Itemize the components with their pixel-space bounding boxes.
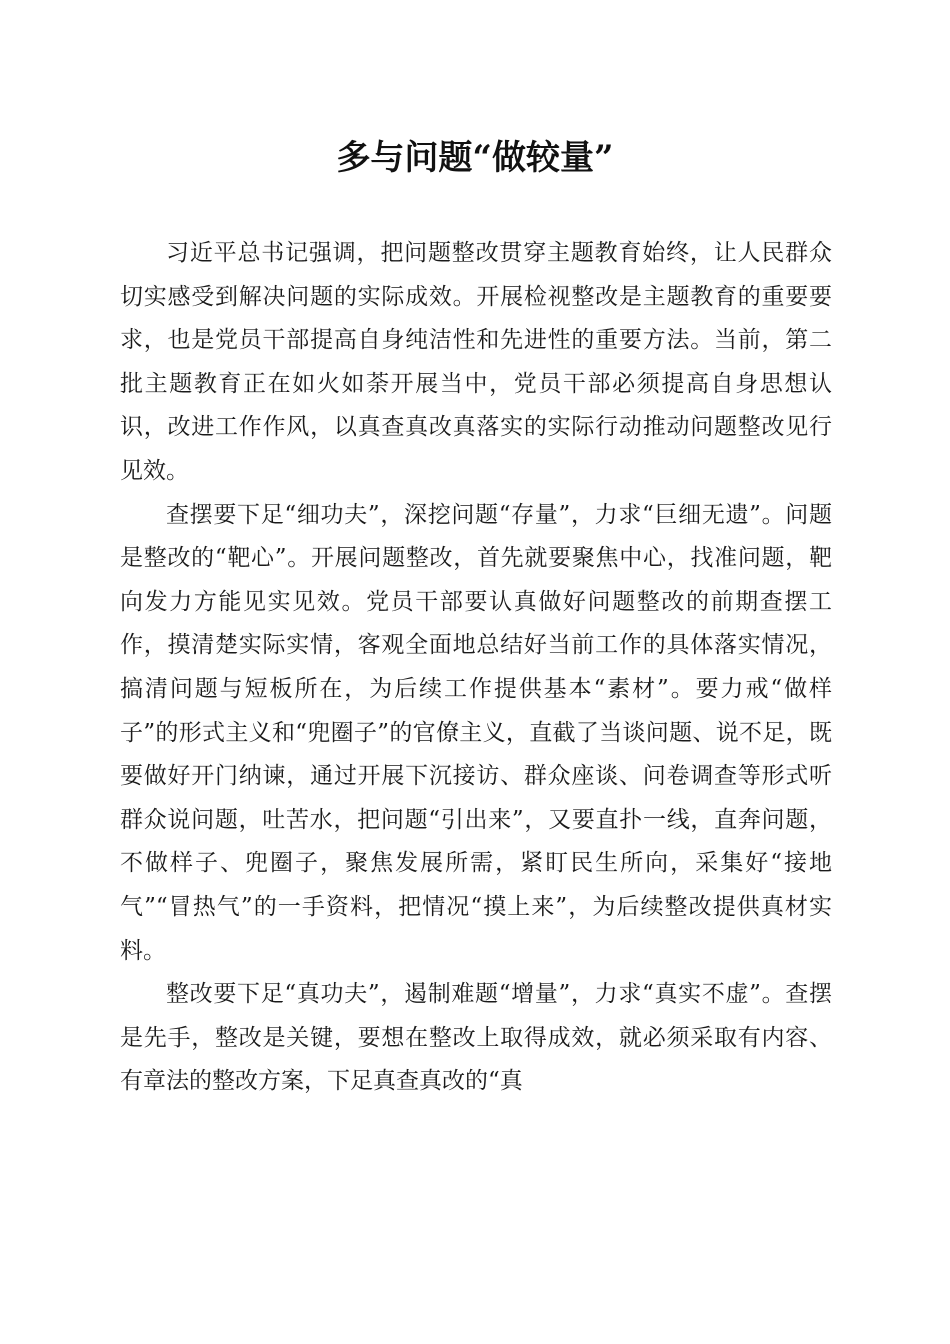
document-title: 多与问题“做较量”: [336, 138, 614, 178]
paragraph-investigation: 查摆要下足“细功夫”，深挖问题“存量”，力求“巨细无遗”。问题是整改的“靶心”。开展问题整改，首先就要聚焦中心，找准问题，靶向发力方能见实见效。党员干部要认真做好问题整改的前期查摆工作，摸清楚实际实情，客观全面地总结好当前工作的具体落实情况，搞清问题与短板所在，为后续工作提供基本“素材”。要力戒“做样子”的形式主义和“兜圈子”的官僚主义，直截了当谈问题、说不足，既要做好开门纳谏，通过开展下沉接访、群众座谈、问卷调查等形式听群众说问题，吐苦水，把问题“引出来”，又要直扑一线，直奔问题，不做样子、兜圈子，聚焦发展所需，紧盯民生所向，采集好“接地气”“冒热气”的一手资料，把情况“摸上来”，为后续整改提供真材实料。: [120, 501, 832, 964]
paragraph-rectification: 整改要下足“真功夫”，遏制难题“增量”，力求“真实不虚”。查摆是先手，整改是关键，要想在整改上取得成效，就必须采取有内容、有章法的整改方案，下足真查真改的“真: [120, 981, 832, 1095]
document-body: [120, 232, 832, 1104]
paragraph-intro: 习近平总书记强调，把问题整改贯穿主题教育始终，让人民群众切实感受到解决问题的实际成效。开展检视整改是主题教育的重要要求，也是党员干部提高自身纯洁性和先进性的重要方法。当前，第二批主题教育正在如火如荼开展当中，党员干部必须提高自身思想认识，改进工作作风，以真查真改真落实的实际行动推动问题整改见行见效。: [120, 240, 832, 484]
